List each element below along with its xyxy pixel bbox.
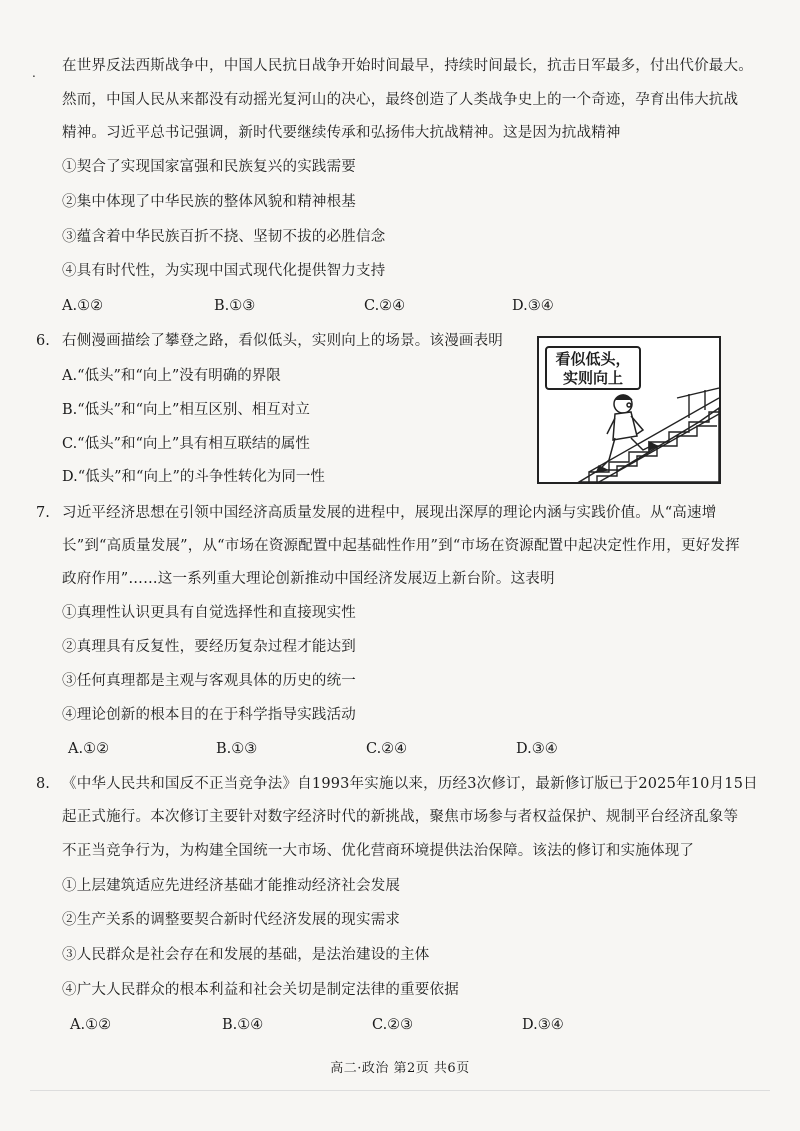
q8-number: 8.: [36, 776, 50, 792]
q5-option-b: B.①③: [214, 298, 256, 314]
q7-stem-line-3: 政府作用”……这一系列重大理论创新推动中国经济发展迈上新台阶。这表明: [62, 571, 555, 587]
q5-stem-line-3: 精神。习近平总书记强调，新时代要继续传承和弘扬伟大抗战精神。这是因为抗战精神: [62, 125, 621, 141]
q8-stem-line-1: 《中华人民共和国反不正当竞争法》自1993年实施以来，历经3次修订，最新修订版已于2025年10月15日: [62, 776, 758, 792]
q8-statement-2: ②生产关系的调整要契合新时代经济发展的现实需求: [62, 912, 401, 928]
q8-statement-1: ①上层建筑适应先进经济基础才能推动经济社会发展: [62, 878, 401, 894]
q7-stem-line-2: 长”到“高质量发展”，从“市场在资源配置中起基础性作用”到“市场在资源配置中起决定性作用，更好发挥: [62, 538, 740, 554]
footer-rule: [30, 1090, 770, 1091]
q7-statement-4: ④理论创新的根本目的在于科学指导实践活动: [62, 707, 356, 723]
margin-mark: .: [32, 66, 36, 80]
q7-statement-2: ②真理具有反复性，要经历复杂过程才能达到: [62, 639, 356, 655]
q7-option-a: A.①②: [68, 741, 110, 757]
q5-stem-line-2: 然而，中国人民从来都没有动摇光复河山的决心，最终创造了人类战争史上的一个奇迹，孕育出伟大抗战: [62, 92, 739, 108]
q8-option-c: C.②③: [372, 1017, 414, 1033]
q5-option-a: A.①②: [62, 298, 104, 314]
q7-option-c: C.②④: [366, 741, 408, 757]
q6-number: 6.: [36, 333, 50, 349]
q7-statement-1: ①真理性认识更具有自觉选择性和直接现实性: [62, 605, 356, 621]
q5-statement-4: ④具有时代性，为实现中国式现代化提供智力支持: [62, 263, 386, 279]
q8-statement-3: ③人民群众是社会存在和发展的基础，是法治建设的主体: [62, 947, 430, 963]
staircase-cartoon: [537, 336, 721, 484]
cartoon-caption-line-1: 看似低头，: [555, 350, 631, 368]
q5-option-c: C.②④: [364, 298, 406, 314]
page-footer: 高二·政治 第2页 共6页: [330, 1061, 470, 1076]
q7-statement-3: ③任何真理都是主观与客观具体的历史的统一: [62, 673, 356, 689]
q7-option-d: D.③④: [516, 741, 558, 757]
q8-statement-4: ④广大人民群众的根本利益和社会关切是制定法律的重要依据: [62, 982, 459, 998]
q8-stem-line-3: 不正当竞争行为，为构建全国统一大市场、优化营商环境提供法治保障。该法的修订和实施体现了: [62, 843, 695, 859]
q8-option-b: B.①④: [222, 1017, 264, 1033]
q5-stem-line-1: 在世界反法西斯战争中，中国人民抗日战争开始时间最早，持续时间最长，抗击日军最多，付出代价最大。: [62, 58, 753, 74]
q7-option-b: B.①③: [216, 741, 258, 757]
q5-statement-3: ③蕴含着中华民族百折不挠、坚韧不拔的必胜信念: [62, 229, 386, 245]
q6-option-b: B.“低头”和“向上”相互区别、相互对立: [62, 402, 310, 418]
q8-option-d: D.③④: [522, 1017, 564, 1033]
q7-stem-line-1: 习近平经济思想在引领中国经济高质量发展的进程中，展现出深厚的理论内涵与实践价值。从“高速增: [62, 505, 717, 521]
q6-option-a: A.“低头”和“向上”没有明确的界限: [62, 368, 281, 384]
staircase-illustration: [539, 338, 719, 482]
q6-option-d: D.“低头”和“向上”的斗争性转化为同一性: [62, 469, 325, 485]
q5-statement-2: ②集中体现了中华民族的整体风貌和精神根基: [62, 194, 356, 210]
q7-number: 7.: [36, 505, 50, 521]
cartoon-caption-line-2: 实则向上: [562, 369, 623, 387]
q6-stem: 右侧漫画描绘了攀登之路，看似低头，实则向上的场景。该漫画表明: [62, 333, 503, 349]
q6-option-c: C.“低头”和“向上”具有相互联结的属性: [62, 436, 310, 452]
q5-option-d: D.③④: [512, 298, 554, 314]
q5-statement-1: ①契合了实现国家富强和民族复兴的实践需要: [62, 159, 356, 175]
q8-option-a: A.①②: [70, 1017, 112, 1033]
q8-stem-line-2: 起正式施行。本次修订主要针对数字经济时代的新挑战，聚焦市场参与者权益保护、规制平台经济乱象等: [62, 809, 739, 825]
